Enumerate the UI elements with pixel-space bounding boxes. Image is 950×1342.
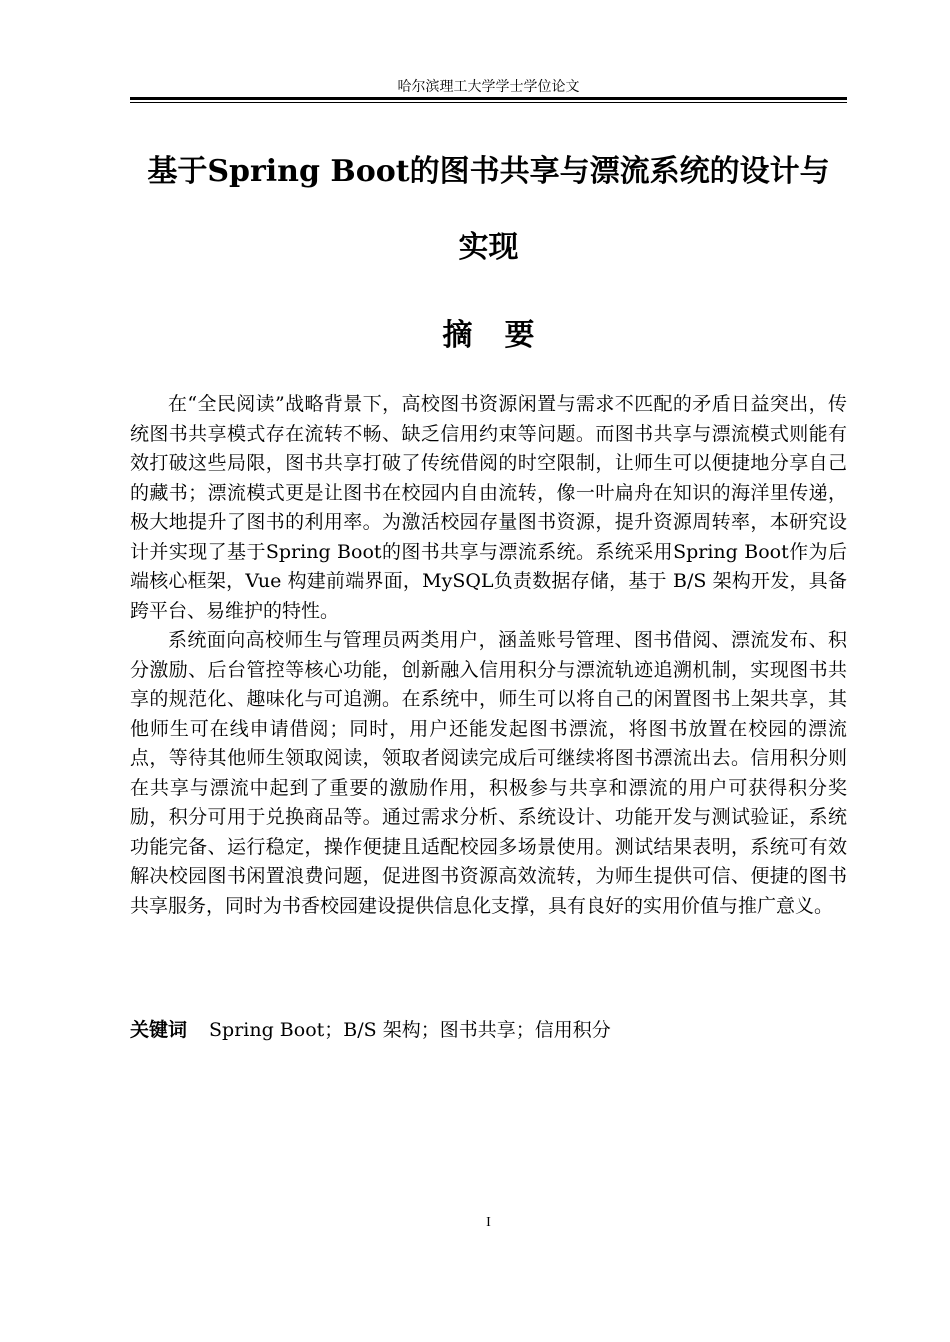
thesis-title-line-1: 基于Spring Boot的图书共享与漂流系统的设计与 (147, 154, 830, 189)
abstract-paragraph-2: 系统面向高校师生与管理员两类用户，涵盖账号管理、图书借阅、漂流发布、积分激励、后台管控等核心功能，创新融入信用积分与漂流轨迹追溯机制，实现图书共享的规范化、趣味化与可追溯。在系统中，师生可以将自己的闲置图书上架共享，其他师生可在线申请借阅；同时，用户还能发起图书漂流，将图书放置在校园的漂流点，等待其他师生领取阅读，领取者阅读完成后可继续将图书漂流出去。信用积分则在共享与漂流中起到了重要的激励作用，积极参与共享和漂流的用户可获得积分奖励，积分可用于兑换商品等。通过需求分析、系统设计、功能开发与测试验证，系统功能完备、运行稳定，操作便捷且适配校园多场景使用。测试结果表明，系统可有效解决校园图书闲置浪费问题，促进图书资源高效流转，为师生提供可信、便捷的图书共享服务，同时为书香校园建设提供信息化支撑，具有良好的实用价值与推广意义。 (130, 629, 847, 917)
running-header: 哈尔滨理工大学学士学位论文 (397, 79, 580, 95)
thesis-title-line-2: 实现 (458, 230, 519, 265)
keywords-value: Spring Boot；B/S 架构；图书共享；信用积分 (209, 1019, 611, 1041)
page-number: I (486, 1215, 491, 1230)
keywords-line (130, 1016, 847, 1045)
abstract-paragraph-1: 在“全民阅读”战略背景下，高校图书资源闲置与需求不匹配的矛盾日益突出，传统图书共享模式存在流转不畅、缺乏信用约束等问题。而图书共享与漂流模式则能有效打破这些局限，图书共享打破了传统借阅的时空限制，让师生可以便捷地分享自己的藏书；漂流模式更是让图书在校园内自由流转，像一叶扁舟在知识的海洋里传递，极大地提升了图书的利用率。为激活校园存量图书资源，提升资源周转率，本研究设计并实现了基于Spring Boot的图书共享与漂流系统。系统采用Spring Boot作为后端核心框架，Vue 构建前端界面，MySQL负责数据存储，基于 B/S 架构开发，具备跨平台、易维护的特性。 (130, 393, 847, 622)
abstract-heading: 摘要 (442, 318, 567, 353)
header-rule-thick (130, 97, 847, 100)
abstract-body (130, 390, 847, 921)
keywords-label: 关键词 (130, 1019, 188, 1041)
header-rule-thin (130, 102, 847, 103)
